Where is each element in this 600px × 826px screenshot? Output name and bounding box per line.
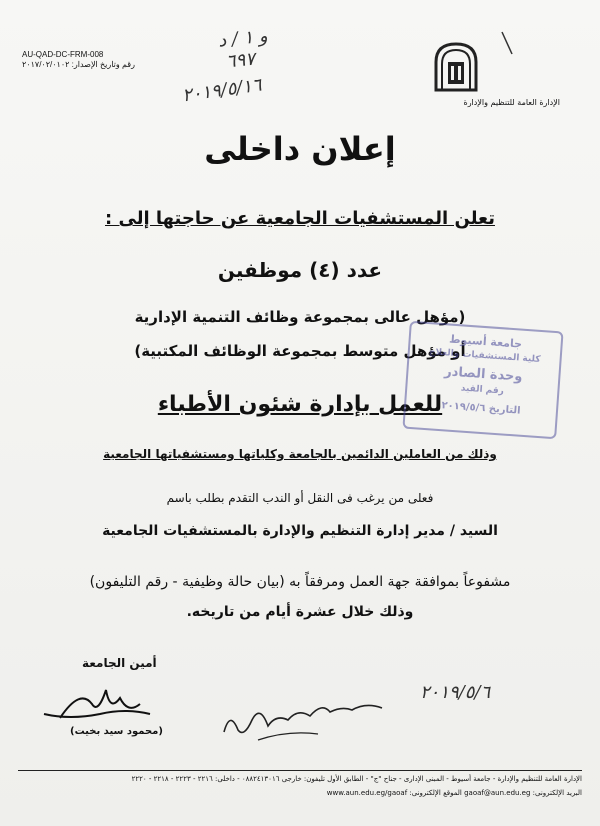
stamp-line-1: جامعة أسيوط	[448, 332, 523, 351]
apply-text: فعلى من يرغب فى النقل أو الندب التقدم بطلب باسم	[166, 491, 434, 505]
signatory-title: أمين الجامعة	[82, 656, 157, 670]
handwritten-ref-1: و ١ / د	[217, 25, 269, 52]
stamp-line-3: وحدة الصادر	[443, 364, 523, 385]
qualification-1: (مؤهل عالى بمجموعة وظائف التنمية الإدارية	[134, 308, 466, 326]
announcement-title: إعلان داخلى	[204, 130, 396, 168]
eligibility-text: وذلك من العاملين الدائمين بالجامعة وكلياتها ومستشفياتها الجامعية	[103, 447, 497, 461]
incoming-stamp	[402, 321, 563, 439]
issue-date: رقم وتاريخ الإصدار: ٢٠١٧/٠٢/٠١٠٢	[22, 60, 135, 69]
footer-address: الإدارة العامة للتنظيم والإدارة - جامعة أسيوط - المبنى الإدارى - جناح "ج" - الطابق الأول تليفون: خارجى ٠٨٨٢٤١٣٠١٦ - داخلى: ٢٢١٦ - ٢٢٢٣ - ٢٢١٨ - ٢٢٢٠	[131, 775, 582, 783]
organization-name: الإدارة العامة للتنظيم والإدارة	[463, 98, 560, 107]
stamp-line-5: التاريخ ٢٠١٩/٥/٦	[441, 400, 521, 417]
qualification-2: أو مؤهل متوسط بمجموعة الوظائف المكتبية)	[134, 342, 466, 360]
addressee-text: السيد / مدير إدارة التنظيم والإدارة بالمستشفيات الجامعية	[102, 523, 498, 539]
employee-count: عدد (٤) موظفين	[217, 258, 383, 282]
corner-pen-mark	[500, 30, 514, 56]
footer-contact: البريد الإلكترونى: gaoaf@aun.edu.eg الموقع الإلكترونى: www.aun.edu.eg/gaoaf	[326, 789, 582, 797]
handwritten-ref-3: ٢٠١٩/٥/١٦	[180, 74, 263, 107]
university-logo-icon	[430, 40, 482, 92]
stamp-line-2: كلية المستشفيات والعلاج	[428, 347, 541, 365]
signature-date: ٢٠١٩/٥/٦	[420, 682, 491, 703]
document-code: AU-QAD-DC-FRM-008	[22, 50, 104, 59]
attachment-text: مشفوعاً بموافقة جهة العمل ومرفقاً به (بيان حالة وظيفية - رقم التليفون)	[89, 574, 511, 590]
work-department: للعمل بإدارة شئون الأطباء	[157, 392, 443, 417]
footer-divider	[18, 770, 582, 771]
secretary-signature	[40, 684, 160, 730]
second-signature	[218, 690, 388, 746]
deadline-text: وذلك خلال عشرة أيام من تاريخه.	[186, 604, 414, 620]
announcement-intro: تعلن المستشفيات الجامعية عن حاجتها إلى :	[105, 208, 495, 229]
signatory-name: (محمود سيد بخيت)	[70, 726, 163, 737]
handwritten-ref-2: ٦٩٧	[224, 48, 257, 73]
stamp-line-4: رقم القيد	[460, 383, 505, 397]
